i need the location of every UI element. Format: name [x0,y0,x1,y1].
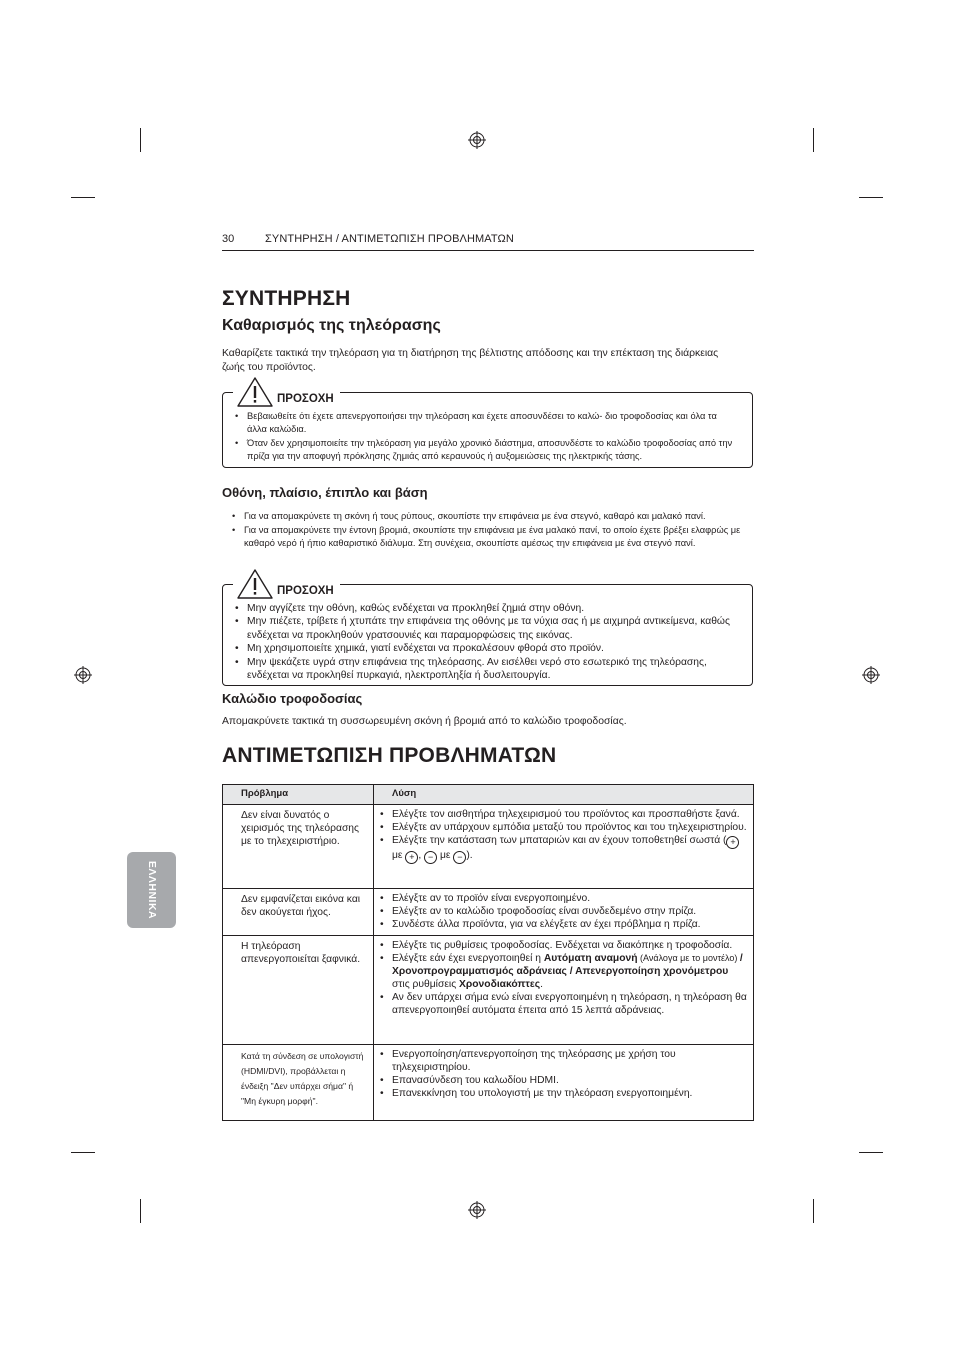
table-row [223,805,754,889]
list-item: • Ελέγξτε τις ρυθμίσεις τροφοδοσίας. Ενδέχεται να διακόπηκε η τροφοδοσία. [378,939,747,952]
text: στις ρυθμίσεις [392,979,460,990]
minus-terminal-icon: − [453,851,466,864]
caution-label: ΠΡΟΣΟΧΗ [277,393,334,405]
column-header-solution: Λύση [374,785,754,805]
caution-list [233,602,743,682]
page-number: 30 [222,233,235,245]
list-item: • Για να απομακρύνετε την έντονη βρομιά, σκουπίστε την επιφάνεια με ένα μαλακό πανί, το οποίο έχετε βρέξει ελαφρώς με καθαρό νερό ή ήπιο καθαριστικό διάλυμα. Στη συνέχεια, σκουπίστε αμέσως την επιφάνεια με ένα στεγνό πανί. [230,524,750,551]
solution-cell [374,805,754,889]
crop-mark [813,128,814,152]
caution-box [222,584,753,686]
problem-cell: Η τηλεόραση απενεργοποιείται ξαφνικά. [223,936,374,1045]
list-item: • Μην αγγίζετε την οθόνη, καθώς ενδέχεται να προκληθεί ζημιά στην οθόνη. [233,602,743,615]
registration-mark-icon [74,666,92,684]
list-item: • Επανεκκίνηση του υπολογιστή με την τηλεόραση ενεργοποιημένη. [378,1087,747,1100]
troubleshooting-table [222,784,754,1121]
table-row [223,936,754,1045]
list-item: • Συνδέστε άλλα προϊόντα, για να ελέγξετε αν έχει πρόβλημα η πρίζα. [378,918,747,931]
screen-care-list [230,510,750,551]
solution-list [378,892,747,931]
running-header-title: ΣΥΝΤΗΡΗΣΗ / ΑΝΤΙΜΕΤΩΠΙΣΗ ΠΡΟΒΛΗΜΑΤΩΝ [265,233,514,245]
battery-text: με [437,850,454,861]
language-tab-label: ΕΛΛΗΝΙΚΑ [145,860,158,920]
list-item: • Ενεργοποίηση/απενεργοποίηση της τηλεόρασης με χρήση του τηλεχειριστηρίου. [378,1048,747,1074]
list-item [378,834,747,864]
table-row [223,1045,754,1121]
list-item-text: Ελέγξτε την κατάσταση των μπαταριών και αν έχουν τοποθετηθεί [392,835,687,846]
table-row [223,889,754,936]
solution-cell [374,1045,754,1121]
registration-mark-icon [862,666,880,684]
list-item: • Ελέγξτε αν υπάρχουν εμπόδια μεταξύ του προϊόντος και του τηλεχειριστηρίου. [378,821,747,834]
crop-mark [859,197,883,198]
crop-mark [71,197,95,198]
list-item: • Ελέγξτε αν το προϊόν είναι ενεργοποιημένο. [378,892,747,905]
caution-label: ΠΡΟΣΟΧΗ [277,585,334,597]
solution-list [378,1048,747,1100]
list-item: • Για να απομακρύνετε τη σκόνη ή τους ρύπους, σκουπίστε την επιφάνεια με ένα στεγνό, καθαρό και μαλακό πανί. [230,510,750,524]
warning-icon [237,569,273,599]
plus-battery-icon: + [726,836,739,849]
crop-mark [859,1152,883,1153]
cleaning-intro: Καθαρίζετε τακτικά την τηλεόραση για τη διατήρηση της βέλτιστης απόδοσης και την επέκταση της διάρκειας ζωής του προϊόντος. [222,348,719,373]
crop-mark [140,1199,141,1223]
screen-title: Οθόνη, πλαίσιο, έπιπλο και βάση [222,485,428,500]
plus-terminal-icon: + [405,851,418,864]
battery-text: , [418,850,425,861]
problem-cell: Δεν εμφανίζεται εικόνα και δεν ακούγεται ήχος. [223,889,374,936]
list-item: • Μην πιέζετε, τρίβετε ή χτυπάτε την επιφάνεια της οθόνης με τα νύχια σας ή με αιχμηρά αντικείμενα, καθώς ενδέχεται να προκληθούν γρατσουνιές και παραμορφώσεις της εικόνας. [233,615,743,642]
caution-header [233,377,340,407]
problem-cell: Κατά τη σύνδεση σε υπολογιστή (HDMI/DVI), προβάλλεται η ένδειξη "Δεν υπάρχει σήμα" ή "Μη έγκυρη μορφή". [223,1045,374,1121]
column-header-problem: Πρόβλημα [223,785,374,805]
list-item: • Μην ψεκάζετε υγρά στην επιφάνεια της τηλεόρασης. Αν εισέλθει νερό στο εσωτερικό της τηλεόρασης, ενδέχεται να προκληθεί πυρκαγιά, ηλεκτροπληξία ή δυσλειτουργία. [233,656,743,683]
list-item: • Μη χρησιμοποιείτε χημικά, γιατί ενδέχεται να προκαλέσουν φθορά στο προϊόν. [233,642,743,655]
list-item: • Βεβαιωθείτε ότι έχετε απενεργοποιήσει την τηλεόραση και έχετε αποσυνδέσει το καλώ- διο τροφοδοσίας και όλα τα άλλα καλώδια. [233,410,733,436]
problem-cell: Δεν είναι δυνατός ο χειρισμός της τηλεόρασης με το τηλεχειριστήριο. [223,805,374,889]
registration-mark-icon [468,1201,486,1219]
cable-text: Απομακρύνετε τακτικά τη συσσωρευμένη σκόνη ή βρομιά από το καλώδιο τροφοδοσίας. [222,716,627,727]
battery-text: με [392,850,406,861]
registration-mark-icon [468,131,486,149]
crop-mark [813,1199,814,1223]
battery-text: ). [466,850,473,861]
list-item: • Όταν δεν χρησιμοποιείτε την τηλεόραση για μεγάλο χρονικό διάστημα, αποσυνδέστε το καλώδιο τροφοδοσίας από την πρίζα για την αποφυγή πρόκλησης ζημιάς από κεραυνούς ή αυξομειώσεις της ηλεκτρικής τάσης. [233,437,733,463]
setting-name: Χρονοδιακόπτες [459,979,541,990]
list-item: • Αν δεν υπάρχει σήμα ενώ είναι ενεργοποιημένη η τηλεόραση, η τηλεόραση θα απενεργοποιηθεί αυτόματα έπειτα από 15 λεπτά αδράνειας. [378,991,747,1017]
battery-text: σωστά ( [689,835,727,846]
list-item: • Ελέγξτε αν το καλώδιο τροφοδοσίας είναι συνδεδεμένο στην πρίζα. [378,905,747,918]
minus-battery-icon: − [424,851,437,864]
crop-mark [140,128,141,152]
solution-cell [374,889,754,936]
caution-list [233,410,733,464]
cleaning-title: Καθαρισμός της τηλεόρασης [222,317,441,334]
solution-list [378,939,747,1017]
solution-list [378,808,747,864]
header-rule [222,250,754,251]
solution-cell [374,936,754,1045]
caution-box [222,392,753,468]
setting-name: Αυτόματη αναμονή [543,953,638,964]
list-item: • Επανασύνδεση του καλωδίου HDMI. [378,1074,747,1087]
model-note: (Ανάλογα με το μοντέλο) [637,953,740,963]
table-header-row [223,785,754,805]
caution-header [233,569,340,599]
list-item [378,952,747,991]
cable-title: Καλώδιο τροφοδοσίας [222,691,363,706]
maintenance-title: ΣΥΝΤΗΡΗΣΗ [222,287,351,310]
list-item: • Ελέγξτε τον αισθητήρα τηλεχειρισμού του προϊόντος και προσπαθήστε ξανά. [378,808,747,821]
crop-mark [71,1152,95,1153]
language-tab [127,852,176,928]
warning-icon [237,377,273,407]
troubleshooting-title: ΑΝΤΙΜΕΤΩΠΙΣΗ ΠΡΟΒΛΗΜΑΤΩΝ [222,744,557,767]
text: . [540,979,544,990]
setting-name: / Χρονοπρογραμματισμός αδράνειας / Απενεργοποίηση χρονόμετρου [392,953,743,977]
text: Ελέγξτε εάν έχει ενεργοποιηθεί η [392,953,544,964]
